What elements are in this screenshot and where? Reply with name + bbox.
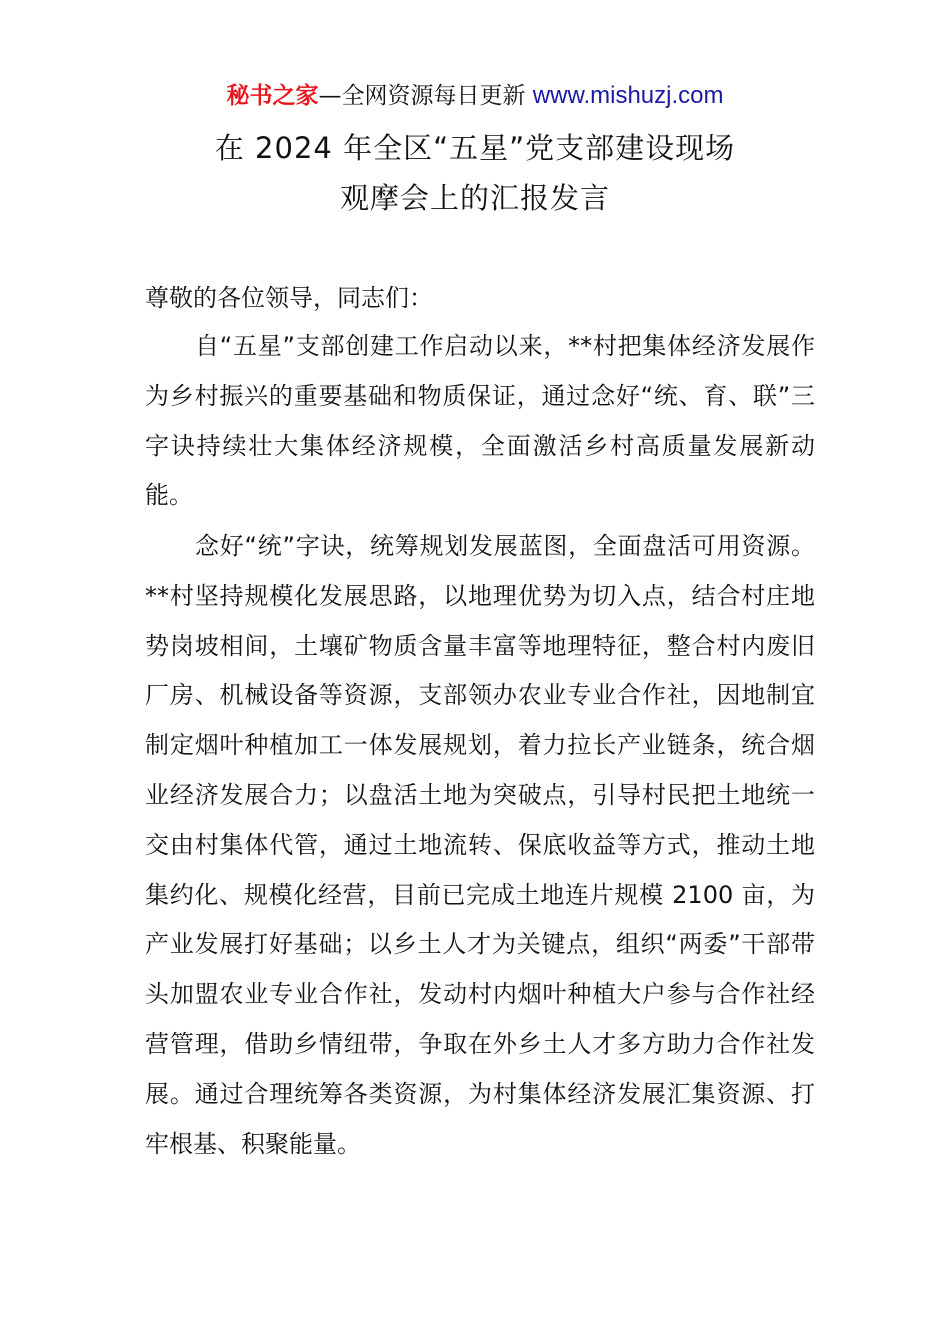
site-url-link[interactable]: www.mishuzj.com bbox=[532, 82, 724, 109]
header-tagline: —全网资源每日更新 bbox=[318, 83, 533, 109]
document-title-line-1: 在 2024 年全区“五星”党支部建设现场 bbox=[214, 131, 736, 165]
body-paragraph-1: 自“五星”支部创建工作启动以来，**村把集体经济发展作为乡村振兴的重要基础和物质保证，通过念好“统、育、联”三字诀持续壮大集体经济规模，全面激活乡村高质量发展新动能。 bbox=[145, 332, 815, 510]
site-header bbox=[0, 80, 950, 112]
brand-name: 秘书之家 bbox=[226, 83, 319, 109]
body-paragraph-2: 念好“统”字诀，统筹规划发展蓝图，全面盘活可用资源。**村坚持规模化发展思路，以地理优势为切入点，结合村庄地势岗坡相间，土壤矿物质含量丰富等地理特征，整合村内废旧厂房、机械设备等资源，支部领办农业专业合作社，因地制宜制定烟叶种植加工一体发展规划，着力拉长产业链条，统合烟业经济发展合力；以盘活土地为突破点，引导村民把土地统一交由村集体代管，通过土地流转、保底收益等方式，推动土地集约化、规模化经营，目前已完成土地连片规模 2100 亩，为产业发展打好基础；以乡土人才为关键点，组织“两委”干部带头加盟农业专业合作社，发动村内烟叶种植大户参与合作社经营管理，借助乡情纽带，争取在外乡土人才多方助力合作社发展。通过合理统筹各类资源，为村集体经济发展汇集资源、打牢根基、积聚能量。 bbox=[145, 532, 815, 1158]
salutation: 尊敬的各位领导，同志们： bbox=[145, 284, 433, 312]
document-title-line-2: 观摩会上的汇报发言 bbox=[339, 181, 610, 215]
